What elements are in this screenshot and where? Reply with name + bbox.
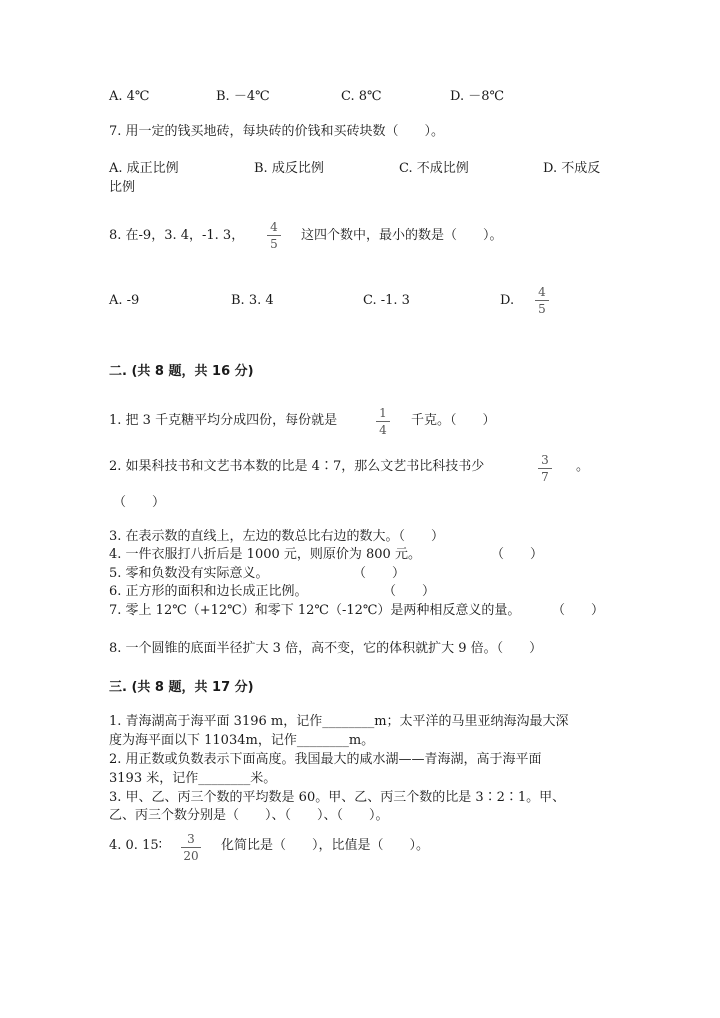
s2-q1-den: 4 <box>379 423 387 437</box>
s2-q7-paren: （ ） <box>552 603 605 618</box>
s2-q5-paren: （ ） <box>353 566 406 581</box>
s3-q4-den: 20 <box>183 849 199 863</box>
q8-fraction-den: 5 <box>270 237 278 251</box>
q7-stem: 7. 用一定的钱买地砖，每块砖的价钱和买砖块数（ ）。 <box>109 124 445 139</box>
s2-q4-paren: （ ） <box>491 547 544 562</box>
s2-q4: 4. 一件衣服打八折后是 1000 元，则原价为 800 元。 <box>109 547 421 562</box>
s3-q4-num: 3 <box>187 832 195 846</box>
s2-q8: 8. 一个圆锥的底面半径扩大 3 倍，高不变，它的体积就扩大 9 倍。（ ） <box>109 641 543 656</box>
q7-option-c: C. 不成比例 <box>399 161 469 176</box>
s2-q2-den: 7 <box>541 470 549 484</box>
s2-q2-paren: （ ） <box>113 495 166 510</box>
s3-q1-line1: 1. 青海湖高于海平面 3196 m，记作________m；太平洋的马里亚纳海沟最大深 <box>109 714 569 729</box>
q8-option-d: D. <box>500 293 515 308</box>
s2-q2-fraction <box>537 453 553 484</box>
s2-q2-before: 2. 如果科技书和文艺书本数的比是 4∶7，那么文艺书比科技书少 <box>109 459 485 474</box>
s2-q1-after: 千克。（ ） <box>411 413 496 428</box>
s2-q6-paren: （ ） <box>383 584 436 599</box>
q8-fraction-num: 4 <box>270 220 278 234</box>
q7-option-d: D. 不成反 <box>543 161 601 176</box>
q6-option-c: C. 8℃ <box>341 89 382 104</box>
s3-q4-before: 4. 0. 15∶ <box>109 838 162 853</box>
s3-q4-fraction <box>180 832 202 863</box>
s3-q3-line1: 3. 甲、乙、丙三个数的平均数是 60。甲、乙、丙三个数的比是 3∶2∶1。甲、 <box>109 790 566 805</box>
s3-q2-line2: 3193 米，记作________米。 <box>109 771 277 786</box>
s2-q1-before: 1. 把 3 千克糖平均分成四份，每份就是 <box>109 413 338 428</box>
s2-q6: 6. 正方形的面积和边长成正比例。 <box>109 584 308 599</box>
q7-option-b: B. 成反比例 <box>254 161 324 176</box>
s2-q2-num: 3 <box>541 453 549 467</box>
q8-option-d-fraction <box>534 285 550 316</box>
section3-heading: 三. (共 8 题，共 17 分) <box>109 680 254 695</box>
q7-option-d-wrap: 比例 <box>109 180 136 195</box>
q8-fraction <box>266 220 282 251</box>
q8-stem-before: 8. 在-9，3. 4，-1. 3， <box>109 228 245 243</box>
s3-q3-line2: 乙、丙三个数分别是（ ）、（ ）、（ ）。 <box>109 808 389 823</box>
q6-option-b: B. －4℃ <box>216 89 270 104</box>
s2-q5: 5. 零和负数没有实际意义。 <box>109 566 269 581</box>
s3-q2-line1: 2. 用正数或负数表示下面高度。我国最大的咸水湖——青海湖，高于海平面 <box>109 752 542 767</box>
s2-q1-num: 1 <box>379 406 387 420</box>
s2-q7: 7. 零上 12℃（+12℃）和零下 12℃（-12℃）是两种相反意义的量。 <box>109 603 521 618</box>
q7-option-a: A. 成正比例 <box>109 161 179 176</box>
s2-q2-after: 。 <box>576 459 590 474</box>
q8-option-a: A. -9 <box>109 293 140 308</box>
q8-option-d-den: 5 <box>538 302 546 316</box>
q8-option-b: B. 3. 4 <box>231 293 274 308</box>
q6-option-a: A. 4℃ <box>109 89 150 104</box>
s3-q4-after: 化简比是（ ），比值是（ ）。 <box>221 838 430 853</box>
s2-q3: 3. 在表示数的直线上，左边的数总比右边的数大。（ ） <box>109 529 445 544</box>
section2-heading: 二. (共 8 题，共 16 分) <box>109 364 254 379</box>
s3-q1-line2: 度为海平面以下 11034m，记作________m。 <box>109 733 375 748</box>
q8-option-d-num: 4 <box>538 285 546 299</box>
s2-q1-fraction <box>375 406 391 437</box>
q8-option-c: C. -1. 3 <box>363 293 410 308</box>
q8-stem-after: 这四个数中，最小的数是（ ）。 <box>301 228 503 243</box>
q6-option-d: D. －8℃ <box>450 89 505 104</box>
